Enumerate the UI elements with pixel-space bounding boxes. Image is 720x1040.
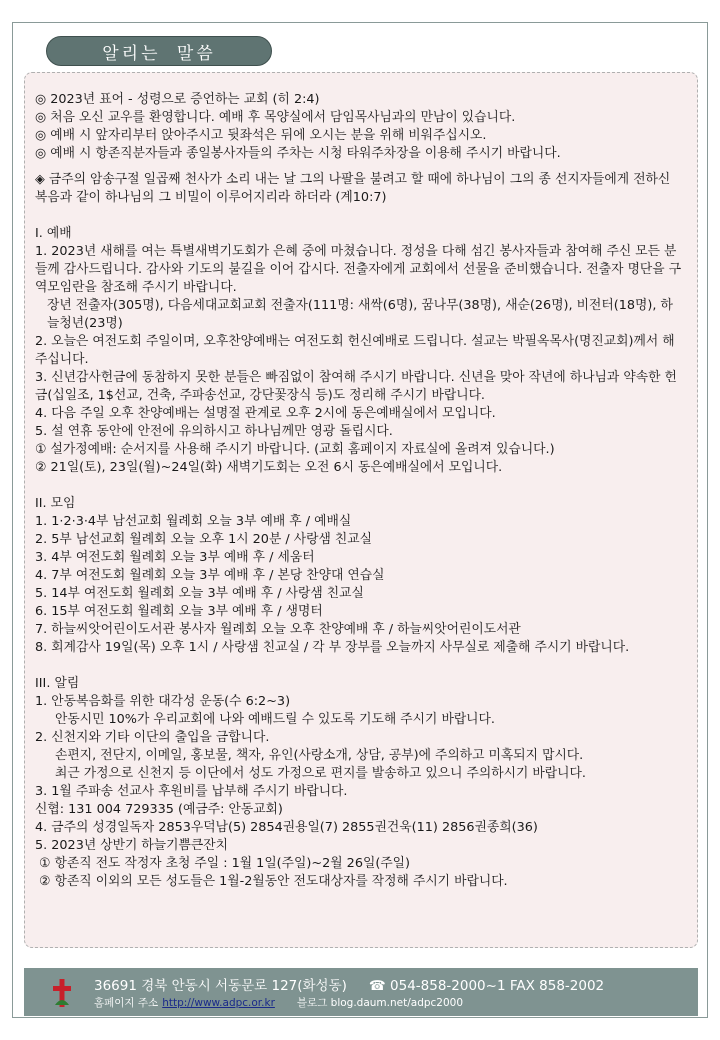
memory-verse: ◈ 금주의 암송구절 일곱째 천사가 소리 내는 날 그의 나팔을 불려고 할 때에 하나님이 그의 종 선지자들에게 전하신 복음과 같이 하나님의 그 비밀이 이루어지리라 하더라 (계10:7) (35, 172, 671, 205)
meeting-item: 4. 7부 여전도회 월례회 오늘 3부 예배 후 / 본당 찬양대 연습실 (35, 568, 385, 583)
meeting-item: 5. 14부 여전도회 월례회 오늘 3부 예배 후 / 사랑샘 친교실 (35, 586, 364, 601)
worship-item: 4. 다음 주일 오후 찬양예배는 설명절 관계로 오후 2시에 동은예배실에서 모입니다. (35, 406, 496, 421)
section-heading-meetings: II. 모임 (35, 496, 76, 511)
page-title-text: 알리는 말씀 (102, 43, 216, 64)
footer-phone: ☎ 054-858-2000~1 FAX 858-2002 (368, 978, 605, 994)
homepage-label: 홈페이지 주소 (94, 997, 159, 1009)
section-heading-worship: I. 예배 (35, 226, 72, 241)
intro-line: ◎ 예배 시 앞자리부터 앉아주시고 뒷좌석은 뒤에 오시는 분을 위해 비워주십시오. (35, 128, 487, 143)
notice-item: 최근 가정으로 신천지 등 이단에서 성도 가정으로 편지를 발송하고 있으니 주의하시기 바랍니다. (55, 766, 586, 781)
worship-item: 5. 설 연휴 동안에 안전에 유의하시고 하나님께만 영광 돌립시다. (35, 424, 393, 439)
notice-item: 안동시민 10%가 우리교회에 나와 예배드릴 수 있도록 기도해 주시기 바랍니다. (55, 712, 495, 727)
notice-item: 5. 2023년 상반기 하늘기쁨큰잔치 (35, 838, 228, 853)
announcement-box (24, 72, 698, 948)
worship-item: 3. 신년감사헌금에 동참하지 못한 분들은 빠짐없이 참여해 주시기 바랍니다. 신년을 맞아 작년에 하나님과 약속한 헌금(십일조, 1$선교, 건축, 주파송선교, 강단꽃장식 등)도 정리해 주시기 바랍니다. (35, 370, 677, 403)
meeting-item: 8. 회계감사 19일(목) 오후 1시 / 사랑샘 친교실 / 각 부 장부를 오늘까지 사무실로 제출해 주시기 바랍니다. (35, 640, 630, 655)
meeting-item: 7. 하늘씨앗어린이도서관 봉사자 월례회 오늘 오후 찬양예배 후 / 하늘씨앗어린이도서관 (35, 622, 521, 637)
worship-item: ② 21일(토), 23일(월)~24일(화) 새벽기도회는 오전 6시 동은예배실에서 모입니다. (35, 460, 503, 475)
intro-line: ◎ 처음 오신 교우를 환영합니다. 예배 후 목양실에서 담임목사님과의 만남이 있습니다. (35, 110, 516, 125)
notice-item: 3. 1월 주파송 선교사 후원비를 납부해 주시기 바랍니다. (35, 784, 348, 799)
notice-item: 2. 신천지와 기타 이단의 출입을 금합니다. (35, 730, 270, 745)
notice-item: 신협: 131 004 729335 (예금주: 안동교회) (35, 802, 283, 817)
intro-line: ◎ 예배 시 항존직분자들과 종일봉사자들의 주차는 시청 타워주차장을 이용해 주시기 바랍니다. (35, 146, 561, 161)
intro-line: ◎ 2023년 표어 - 성령으로 증언하는 교회 (히 2:4) (35, 92, 320, 107)
blog-address: 블로그 blog.daum.net/adpc2000 (296, 997, 464, 1009)
footer-bar (24, 968, 698, 1016)
worship-item: 1. 2023년 새해를 여는 특별새벽기도회가 은혜 중에 마쳤습니다. 정성을 다해 섬긴 봉사자들과 참여해 주신 모든 분들께 감사드립니다. 감사와 기도의 불길을 이어 갑시다. 전출자에게 교회에서 선물을 준비했습니다. 전출자 명단을 구역모임란을 참조해 주시기 바랍니다. (35, 244, 682, 295)
meeting-item: 1. 1·2·3·4부 남선교회 월례회 오늘 3부 예배 후 / 예배실 (35, 514, 352, 529)
notice-item: 손편지, 전단지, 이메일, 홍보물, 책자, 유인(사랑소개, 상담, 공부)에 주의하고 미혹되지 맙시다. (55, 748, 584, 763)
notice-item: 4. 금주의 성경일독자 2853우덕남(5) 2854권용일(7) 2855권건욱(11) 2856권종희(36) (35, 820, 538, 835)
homepage-link[interactable]: http://www.adpc.or.kr (162, 997, 275, 1009)
notice-item: ② 항존직 이외의 모든 성도들은 1월-2월동안 전도대상자를 작정해 주시기 바랍니다. (39, 874, 508, 889)
church-cross-icon (52, 978, 72, 1008)
footer-address: 36691 경북 안동시 서동문로 127(화성동) (94, 978, 347, 994)
notice-item: 1. 안동복음화를 위한 대각성 운동(수 6:2~3) (35, 694, 291, 709)
footer-contact (94, 974, 604, 994)
footer-web (94, 995, 463, 1010)
meeting-item: 2. 5부 남선교회 월례회 오늘 오후 1시 20분 / 사랑샘 친교실 (35, 532, 373, 547)
meeting-item: 6. 15부 여전도회 월례회 오늘 3부 예배 후 / 생명터 (35, 604, 323, 619)
worship-item: 2. 오늘은 여전도회 주일이며, 오후찬양예배는 여전도회 헌신예배로 드립니다. 설교는 박필옥목사(명진교회)께서 해주십니다. (35, 334, 675, 367)
worship-item: 장년 전출자(305명), 다음세대교회교회 전출자(111명: 새싹(6명), 꿈나무(38명), 새순(26명), 비전터(18명), 하늘청년(23명) (47, 298, 673, 331)
worship-item: ① 설가정예배: 순서지를 사용해 주시기 바랍니다. (교회 홈페이지 자료실에 올려져 있습니다.) (35, 442, 555, 457)
notice-item: ① 항존직 전도 작정자 초청 주일 : 1월 1일(주일)~2월 26일(주일) (39, 856, 411, 871)
meeting-item: 3. 4부 여전도회 월례회 오늘 3부 예배 후 / 세움터 (35, 550, 315, 565)
page-title (46, 36, 272, 66)
section-heading-notices: III. 알림 (35, 676, 80, 691)
